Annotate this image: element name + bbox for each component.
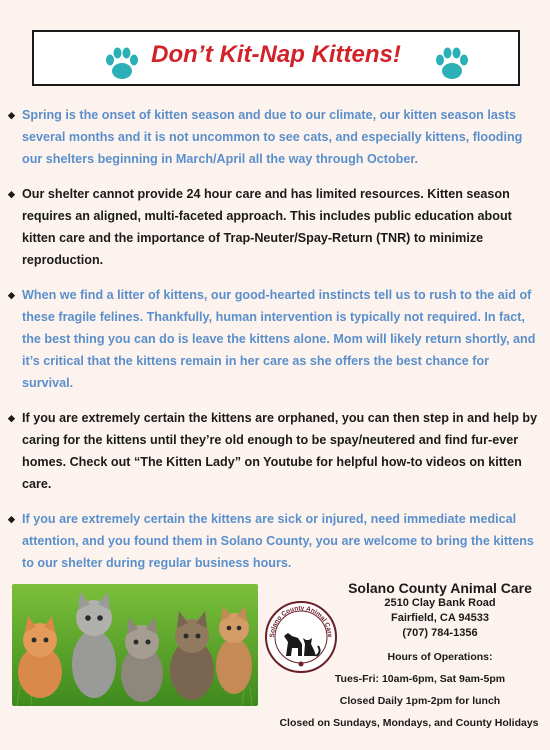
bullet-dot-icon: ◆ bbox=[8, 189, 15, 199]
paw-print-icon bbox=[432, 44, 472, 84]
title-banner bbox=[32, 30, 520, 86]
page-title: Don’t Kit-Nap Kittens! bbox=[151, 41, 401, 68]
contact-info bbox=[279, 580, 540, 729]
bullet-dot-icon: ◆ bbox=[8, 413, 15, 423]
bullet-item bbox=[8, 508, 538, 574]
bullet-list bbox=[8, 104, 538, 587]
address-block bbox=[340, 596, 540, 641]
hours-closed: Closed on Sundays, Mondays, and County Holidays bbox=[279, 717, 539, 729]
logo-text: Solano County Animal Care bbox=[268, 604, 334, 638]
org-name: Solano County Animal Care bbox=[348, 580, 532, 596]
bullet-item bbox=[8, 104, 538, 170]
bullet-item bbox=[8, 183, 538, 271]
hours-title: Hours of Operations: bbox=[387, 651, 493, 663]
bullet-text: If you are extremely certain the kittens are sick or injured, need immediate medical attention, and you found them in Solano County, you are welcome to bring the kittens to our shelter during regular business hours. bbox=[22, 512, 534, 570]
kittens-photo bbox=[12, 584, 258, 706]
bullet-item bbox=[8, 407, 538, 495]
bullet-text: Spring is the onset of kitten season and due to our climate, our kitten season lasts several months and it is not uncommon to see cats, and especially kittens, flooding our shelters beginning in March/April all the way through October. bbox=[22, 108, 523, 166]
bullet-dot-icon: ◆ bbox=[8, 110, 15, 120]
hours-lunch: Closed Daily 1pm-2pm for lunch bbox=[339, 695, 501, 707]
bullet-text: If you are extremely certain the kittens are orphaned, you can then step in and help by caring for the kittens until they’re old enough to be spay/neutered and find fur-ever homes. Check out “The Kitten Lady” on Youtube for helpful how-to videos on kitten care. bbox=[22, 411, 538, 491]
bullet-text: Our shelter cannot provide 24 hour care and has limited resources. Kitten season requires an aligned, multi-faceted approach. This includes public education about kitten care and the importance of Trap-Neuter/Spay-Return (TNR) to minimize reproduction. bbox=[22, 187, 512, 267]
bullet-dot-icon: ◆ bbox=[8, 290, 15, 300]
hours-open: Tues-Fri: 10am-6pm, Sat 9am-5pm bbox=[334, 673, 506, 685]
city-state-zip: Fairfield, CA 94533 bbox=[390, 612, 490, 624]
phone-number: (707) 784-1356 bbox=[402, 627, 478, 639]
bullet-text: When we find a litter of kittens, our good-hearted instincts tell us to rush to the aid of these fragile felines. Thankfully, human intervention is typically not required. In fact, the best thing you can do is leave the kittens alone. Mom will likely return shortly, and it’s critical that the kittens remain in her care as she offers the best chance for survival. bbox=[22, 288, 536, 390]
street-address: 2510 Clay Bank Road bbox=[384, 597, 496, 609]
bullet-item bbox=[8, 284, 538, 394]
bullet-dot-icon: ◆ bbox=[8, 514, 15, 524]
